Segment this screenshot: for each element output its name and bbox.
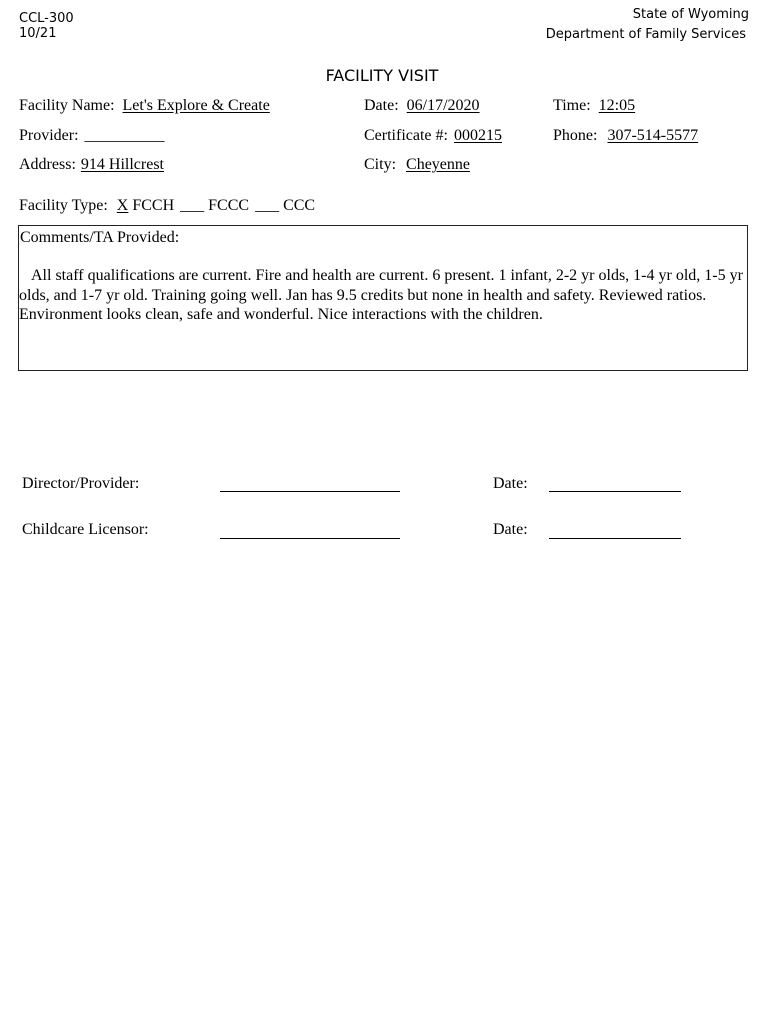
date-row — [364, 96, 480, 116]
facility-type-ccc: CCC — [283, 197, 316, 214]
provider-value: __________ — [84, 127, 165, 144]
address-value: 914 Hillcrest — [80, 156, 164, 173]
director-date-label: Date: — [493, 475, 528, 492]
licensor-date-line — [549, 538, 681, 539]
facility-type-ccc-blank: ___ — [255, 197, 280, 214]
comments-text: All staff qualifications are current. Fire and health are current. 6 present. 1 infant, 2-2 yr olds, 1-4 yr old, 1-5 yr olds, and 1-7 yr old. Training going well. Jan has 9.5 credits but none in health and safety. Reviewed ratios. Environment looks clean, safe and wonderful. Nice interactions with the children. — [19, 267, 743, 323]
date-label: Date: — [364, 97, 399, 114]
facility-type-fccc: FCCC — [208, 197, 250, 214]
facility-name-value: Let's Explore & Create — [122, 97, 270, 114]
comments-label: Comments/TA Provided: — [20, 229, 180, 246]
phone-label: Phone: — [553, 127, 598, 144]
form-date: 10/21 — [19, 26, 57, 41]
certificate-label: Certificate #: — [364, 127, 448, 144]
facility-type-row — [19, 196, 315, 216]
city-row — [364, 155, 470, 175]
director-label: Director/Provider: — [22, 475, 140, 492]
facility-type-fccc-blank: ___ — [180, 197, 205, 214]
phone-value: 307-514-5577 — [607, 127, 699, 144]
address-row — [19, 155, 164, 175]
director-signature-line — [220, 491, 400, 492]
date-value: 06/17/2020 — [406, 97, 480, 114]
city-value: Cheyenne — [406, 156, 470, 173]
certificate-row — [364, 126, 502, 146]
time-value: 12:05 — [598, 97, 636, 114]
licensor-signature-line — [220, 538, 400, 539]
time-label: Time: — [553, 97, 591, 114]
director-date-line — [549, 491, 681, 492]
provider-label: Provider: — [19, 127, 79, 144]
facility-name-row — [19, 96, 270, 116]
facility-type-label: Facility Type: — [19, 197, 108, 214]
page-title: FACILITY VISIT — [325, 66, 439, 85]
department-name: Department of Family Services — [545, 27, 746, 42]
city-label: City: — [364, 156, 397, 173]
certificate-value: 000215 — [453, 127, 502, 144]
facility-type-fcch-mark: X — [116, 197, 129, 214]
form-code: CCL-300 — [19, 11, 74, 26]
facility-type-fcch: FCCH — [132, 197, 175, 214]
phone-row — [553, 126, 698, 146]
comments-box — [18, 225, 748, 371]
licensor-label: Childcare Licensor: — [22, 521, 149, 538]
time-row — [553, 96, 635, 116]
provider-row — [19, 126, 165, 146]
licensor-date-label: Date: — [493, 521, 528, 538]
facility-name-label: Facility Name: — [19, 97, 115, 114]
address-label: Address: — [19, 156, 76, 173]
state-name: State of Wyoming — [632, 7, 749, 22]
